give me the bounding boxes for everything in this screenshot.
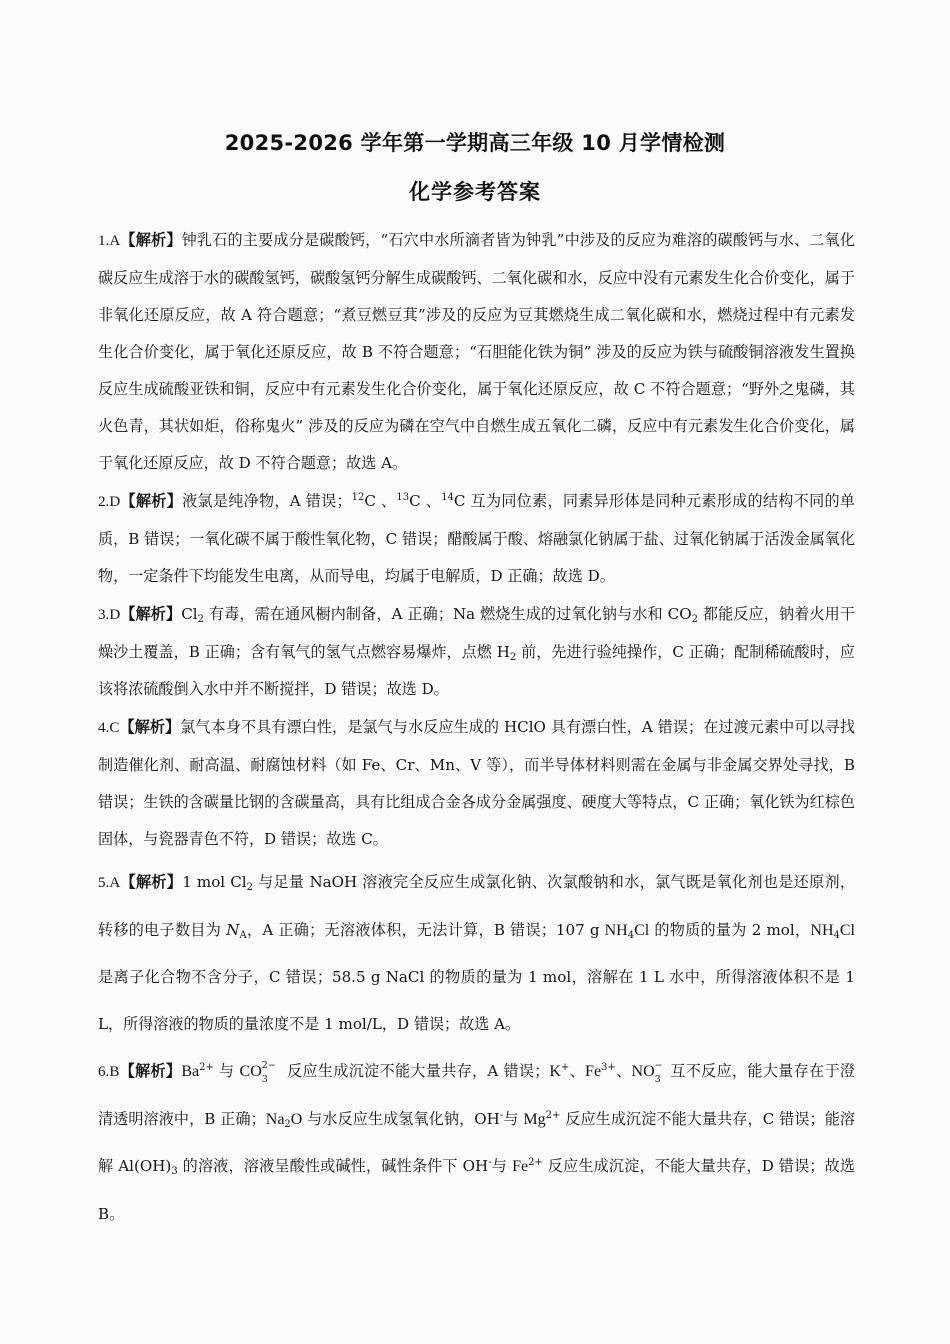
mass-number: 14 xyxy=(441,492,454,503)
answer-text: 有毒，需在通风橱内制备，A 正确；Na 燃烧生成的过氧化钠与水和 CO xyxy=(204,605,692,623)
answer-text: C 互为同位素，同素异形体是同种元素形成的结构不同的单质，B 错误；一氧化碳不属于酸性氧化物，C 错误；醋酸属于酸、熔融氯化钠属于盐、过氧化钠属于活泼金属氧化物，一定条件下均能发生电离，从而导电，均属于电解质，D 正确；故选 D。 xyxy=(98,492,855,585)
answer-text: 、 xyxy=(569,1062,586,1080)
answer-item-1 xyxy=(98,222,855,482)
sub-sup-pair xyxy=(261,1060,281,1085)
answer-text: 氯气本身不具有漂白性，是氯气与水反应生成的 HClO 具有漂白性，A 错误；在过渡元素中可以寻找制造催化剂、耐高温、耐腐蚀材料（如 Fe、Cr、Mn、V 等），而半导体材料则需在金属与非金属交界处寻找，B 错误；生铁的含碳量比钢的含碳量高，具有比组成合金各成分金属强度、硬度大等特点，C 正确；氧化铁为红棕色固体，与瓷器青色不符，D 错误；故选 C。 xyxy=(98,718,855,848)
answer-text: 的溶液，溶液呈酸性或碱性，碱性条件下 OH xyxy=(177,1157,489,1175)
mass-number: 12 xyxy=(351,492,365,503)
charge: 2− xyxy=(261,1060,276,1071)
charge: 2+ xyxy=(545,1109,561,1121)
formula: Mg xyxy=(523,1110,546,1128)
answer-text: ，A 正确；无溶液体积，无法计算，B 错误；107 g xyxy=(246,920,605,939)
avogadro-symbol: N xyxy=(226,920,240,939)
subscript: 3 xyxy=(171,1166,178,1177)
subscript: 2 xyxy=(284,1118,291,1130)
answer-text: 与水反应生成氢氧化钠，OH xyxy=(302,1109,500,1128)
formula: Cl xyxy=(634,921,650,939)
page-title: 2025-2026 学年第一学期高三年级 10 月学情检测 xyxy=(224,131,726,155)
answer-number: 5.A xyxy=(98,875,121,891)
answer-item-6 xyxy=(98,1048,855,1237)
mass-number: 13 xyxy=(396,492,410,503)
sub-sup-pair xyxy=(654,1060,665,1085)
formula: Fe xyxy=(512,1158,529,1175)
subscript: 2 xyxy=(691,614,698,625)
charge: − xyxy=(654,1060,663,1071)
answer-number: 2.D xyxy=(98,494,121,510)
subscript: 2 xyxy=(197,614,205,625)
answer-text: 的物质的量为 2 mol， xyxy=(649,920,811,939)
analysis-tag: 【解析】 xyxy=(120,873,183,891)
formula: CO xyxy=(239,1063,262,1080)
charge: 3+ xyxy=(601,1062,616,1073)
analysis-tag: 【解析】 xyxy=(120,605,182,623)
answer-text: 与 xyxy=(503,1109,524,1128)
subscript: 3 xyxy=(261,1074,268,1085)
answer-number: 1.A xyxy=(98,233,121,249)
formula: Ba xyxy=(181,1063,200,1080)
answer-text: 1 mol Cl xyxy=(182,873,247,891)
charge: + xyxy=(560,1062,570,1073)
analysis-tag: 【解析】 xyxy=(119,718,181,736)
analysis-tag: 【解析】 xyxy=(120,231,182,249)
answer-list xyxy=(98,222,855,1238)
answer-text: 钟乳石的主要成分是碳酸钙，“石穴中水所滴者皆为钟乳”中涉及的反应为难溶的碳酸钙与水、二氧化碳反应生成溶于水的碳酸氢钙，碳酸氢钙分解生成碳酸钙、二氧化碳和水，反应中没有元素发生化合价变化，属于非氧化还原反应，故 A 符合题意；“煮豆燃豆萁”涉及的反应为豆萁燃烧生成二氧化碳和水，燃烧过程中有元素发生化合价变化，属于氧化还原反应，故 B 不符合题意；“石胆能化铁为铜” 涉及的反应为铁与硫酸铜溶液发生置换反应生成硫酸亚铁和铜，反应中有元素发生化合价变化，属于氧化还原反应，故 C 不符合题意；“野外之鬼磷，其火色青，其状如炬，俗称鬼火” 涉及的反应为磷在空气中自燃生成五氧化二磷，反应中有元素发生化合价变化，属于氧化还原反应，故 D 不符合题意；故选 A。 xyxy=(98,231,855,472)
answer-number: 6.B xyxy=(98,1064,120,1080)
answer-text: C 、 xyxy=(409,492,442,510)
answer-text: 都能反应，钠着火用干燥沙土覆盖，B 正确；含有氧气的氢气点燃容易爆炸，点燃 H xyxy=(98,605,855,661)
answer-text: 互不反应，能大量存在于澄清透明溶液中，B 正确； xyxy=(98,1062,855,1128)
answer-text: C 、 xyxy=(364,492,397,510)
formula: Fe xyxy=(585,1063,602,1080)
subscript: 3 xyxy=(654,1074,661,1085)
answer-item-4 xyxy=(98,709,855,858)
charge: 2+ xyxy=(199,1062,214,1073)
subscript: 2 xyxy=(246,882,253,893)
subscript: A xyxy=(239,929,247,941)
answer-number: 4.C xyxy=(98,720,120,736)
answer-text: 液氯是纯净物，A 错误； xyxy=(182,492,352,510)
answer-text: 与 xyxy=(213,1062,240,1080)
answer-text: 前，先进行验纯操作，C 正确；配制稀硫酸时，应该将浓硫酸倒入水中并不断搅拌，D 错误；故选 D。 xyxy=(98,643,855,698)
answer-text: Cl xyxy=(181,605,198,623)
answer-text: 是离子化合物不含分子，C 错误；58.5 g NaCl 的物质的量为 1 mol，溶解在 1 L 水中，所得溶液体积不是 1 L，所得溶液的物质的量浓度不是 1 mol/L，D 错误；故选 A。 xyxy=(98,968,855,1033)
formula: Na xyxy=(265,1110,285,1128)
answer-text: 、 xyxy=(615,1062,632,1080)
answer-item-5 xyxy=(98,859,855,1047)
answer-text: 与足量 NaOH 溶液完全反应生成氯化钠、次氯酸钠和水，氯气既是氧化剂也是还原剂，转移的电子数目为 xyxy=(98,873,855,939)
analysis-tag: 【解析】 xyxy=(119,1062,182,1080)
charge: - xyxy=(499,1109,504,1121)
answer-text: 反应生成沉淀不能大量共存，A 错误； xyxy=(281,1062,550,1080)
answer-number: 3.D xyxy=(98,607,121,623)
answer-text: 反应生成沉淀，不能大量共存，D 错误；故选 B。 xyxy=(98,1157,855,1223)
analysis-tag: 【解析】 xyxy=(120,492,183,510)
formula: NO xyxy=(631,1063,655,1080)
answer-item-3 xyxy=(98,596,855,708)
answer-text: 反应生成沉淀不能大量共存，C 错误；能溶解 Al(OH) xyxy=(98,1109,855,1175)
formula: NH xyxy=(810,921,834,939)
subscript: 2 xyxy=(509,652,517,663)
answer-text: 与 xyxy=(491,1157,513,1175)
charge: - xyxy=(488,1157,492,1168)
subscript: 4 xyxy=(627,929,635,941)
charge: 2+ xyxy=(528,1157,543,1168)
subscript: 4 xyxy=(833,929,840,941)
answer-item-2 xyxy=(98,483,855,595)
formula: Cl xyxy=(839,921,855,939)
formula: NH xyxy=(604,921,628,939)
formula: O xyxy=(290,1110,303,1128)
page-subtitle: 化学参考答案 xyxy=(409,180,541,204)
formula: K xyxy=(549,1063,561,1080)
